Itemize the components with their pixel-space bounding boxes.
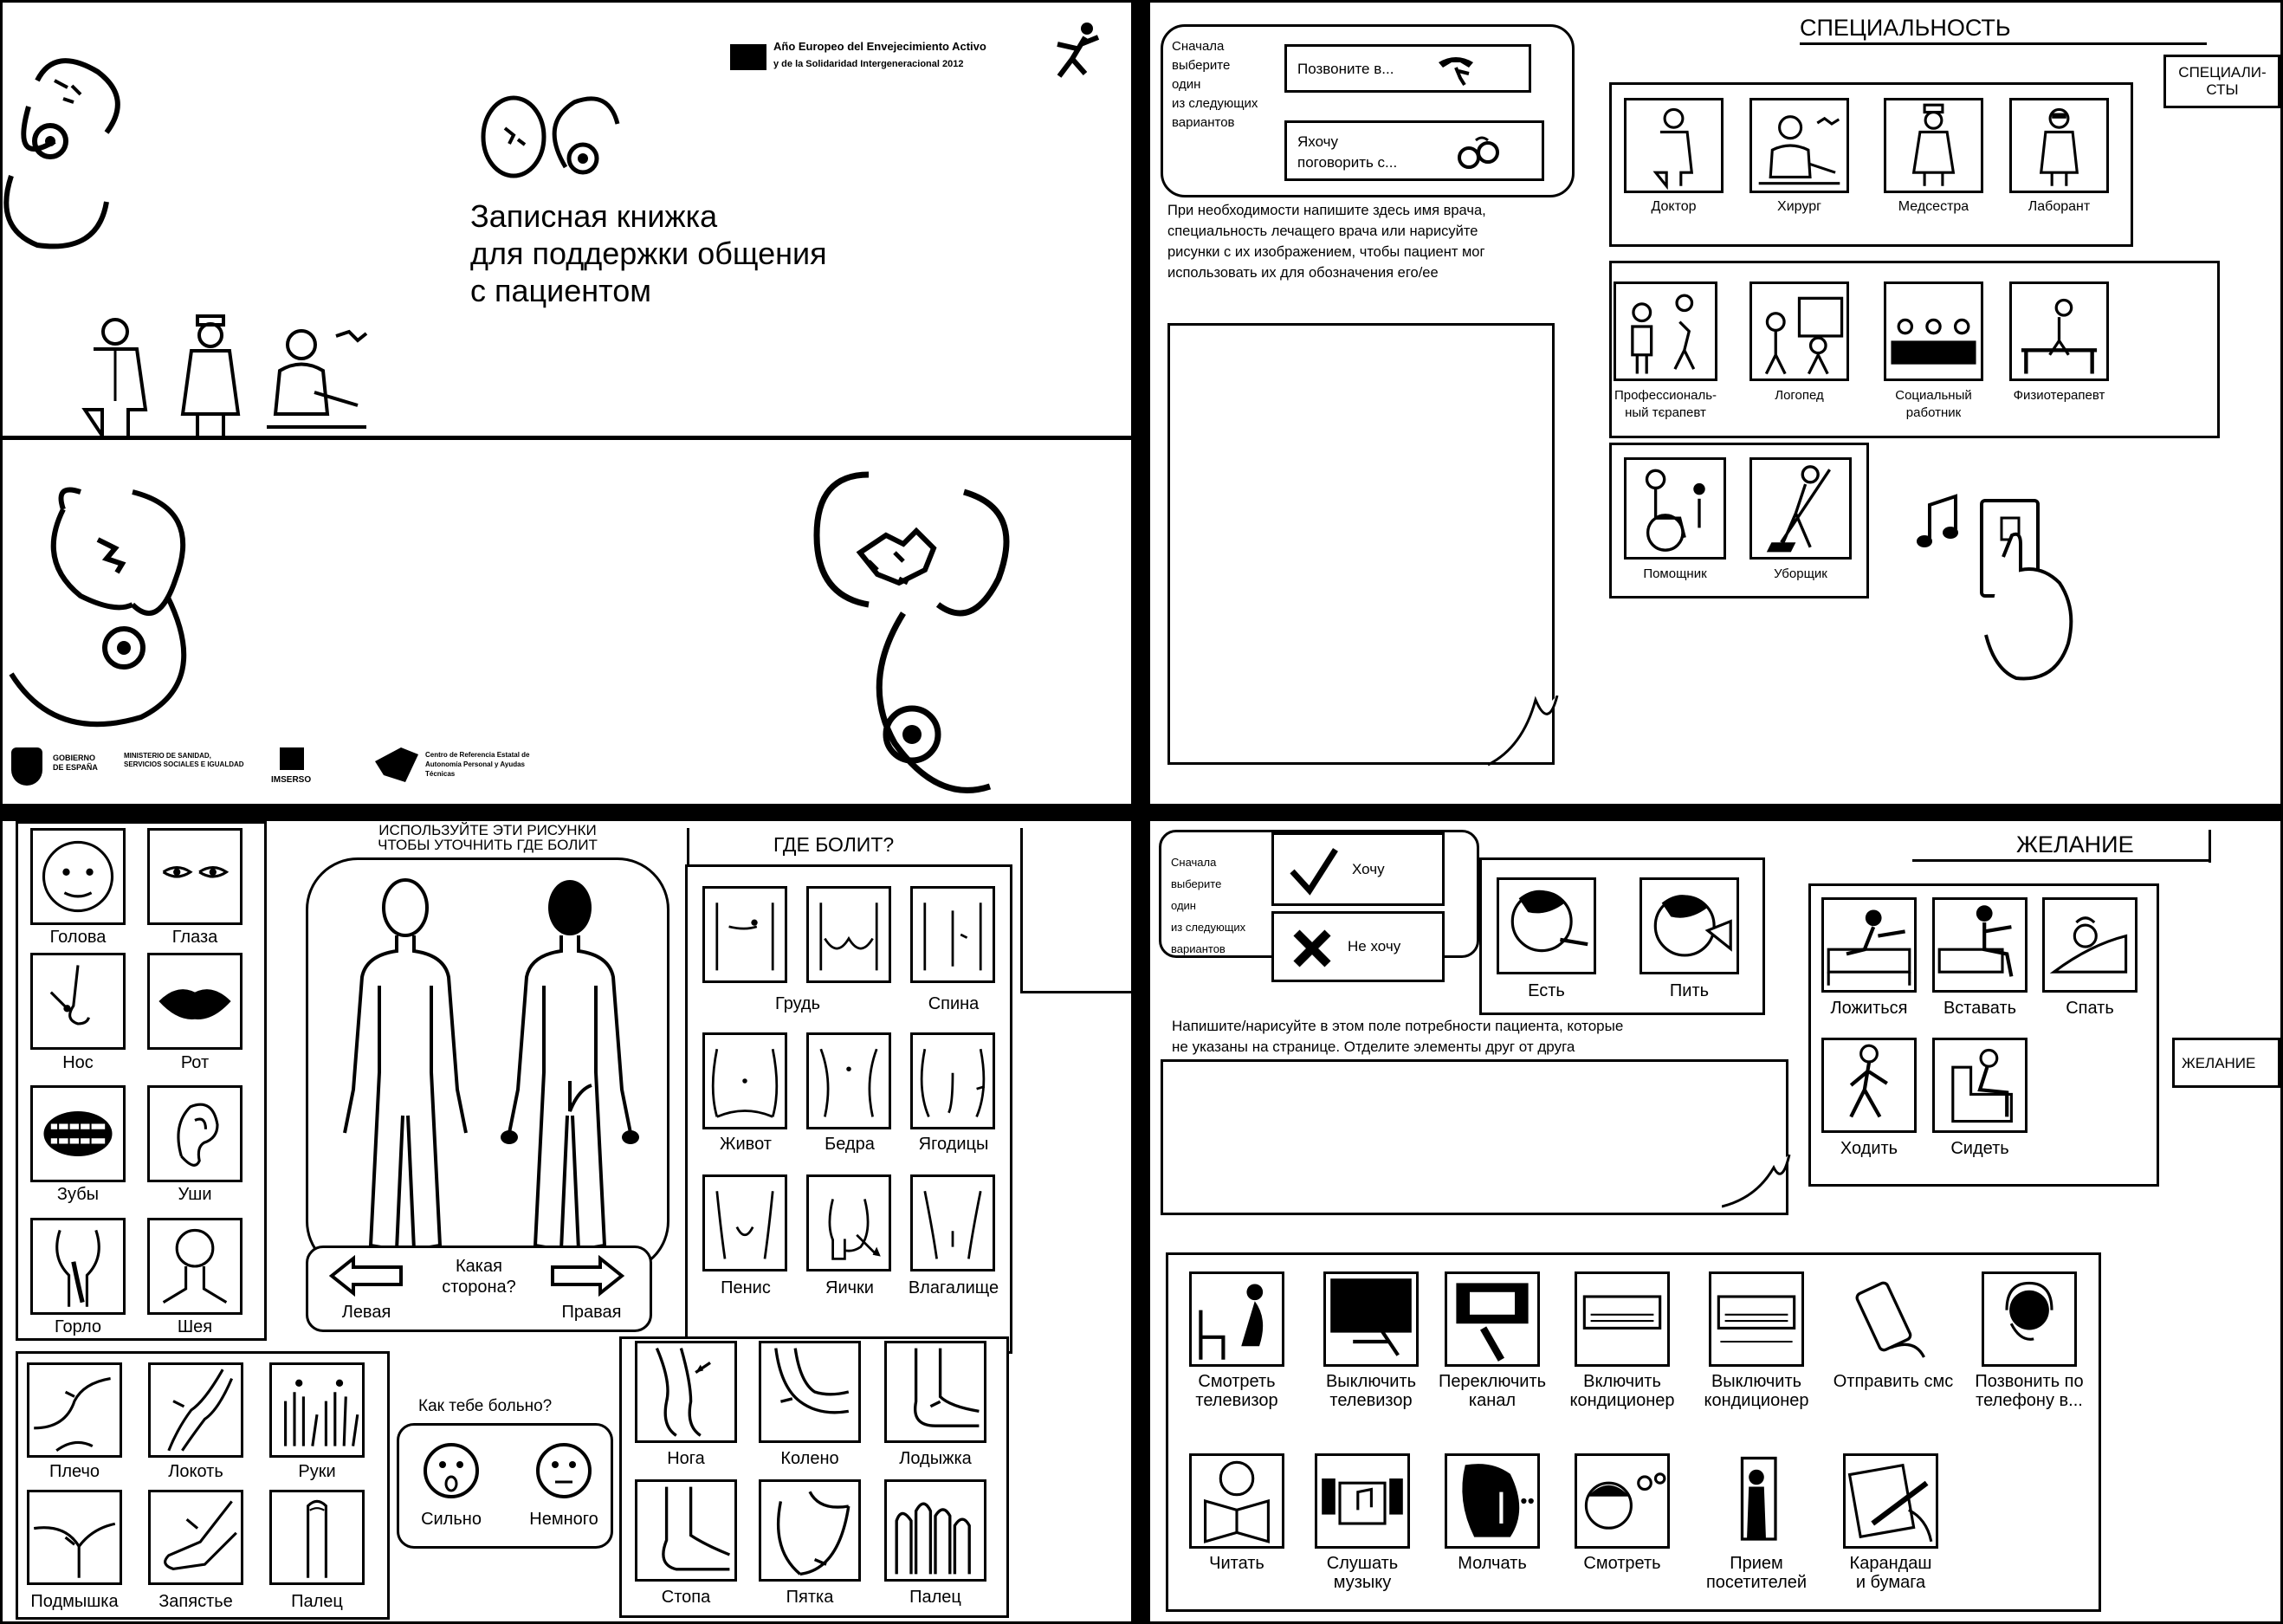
headphones-music-icon (1317, 1456, 1407, 1546)
physiotherapist-icon (2012, 284, 2106, 379)
pencil-paper-icon (1846, 1456, 1936, 1546)
mouth-icon (150, 955, 240, 1047)
pain-little-button[interactable] (512, 1440, 616, 1540)
visitors-tile[interactable] (1709, 1453, 1804, 1549)
arrow-right-icon (548, 1254, 626, 1297)
choose-line: один (1172, 77, 1201, 92)
tile-label: Яички (825, 1278, 874, 1297)
label-line: Выключить (1711, 1372, 1802, 1391)
label-line: Включить (1583, 1372, 1661, 1391)
sleep-icon (2045, 900, 2135, 990)
pain-question: Как тебе больно? (418, 1397, 553, 1415)
tile-label: Живот (720, 1135, 772, 1154)
surgeon-tile[interactable] (1749, 98, 1849, 193)
choose-text (1171, 851, 1245, 960)
want-label: Хочу (1352, 861, 1385, 877)
vagina-tile[interactable] (910, 1174, 995, 1271)
change-channel-tile[interactable] (1445, 1271, 1540, 1367)
speech-therapist-icon (1752, 284, 1846, 379)
call-option-label: Позвоните в... (1297, 61, 1394, 77)
lab-technician-icon (2012, 100, 2106, 191)
buttocks-icon (913, 1035, 993, 1127)
cleaner-icon (1752, 460, 1849, 557)
teeth-icon (33, 1088, 123, 1180)
tile-label: Читать (1209, 1554, 1264, 1573)
assistant-tile[interactable] (1624, 457, 1726, 560)
call-bell-hand-icon (1912, 488, 2155, 696)
tile-label: Бедра (825, 1135, 875, 1154)
title-line1: Записная книжка (470, 198, 718, 234)
tile-label: Логопед (1775, 388, 1824, 403)
leg-icon (637, 1343, 734, 1440)
tile-label: Хирург (1777, 199, 1821, 214)
not-want-label: Не хочу (1348, 938, 1401, 954)
foot-tile[interactable] (635, 1479, 737, 1582)
body-heading (332, 823, 644, 852)
armpit-icon (29, 1492, 120, 1582)
label-line: музыку (1333, 1573, 1392, 1592)
wrist-tile[interactable] (148, 1490, 243, 1585)
label-line: кондиционер (1569, 1391, 1675, 1410)
logo-imserso: IMSERSO (271, 775, 312, 785)
not-want-button[interactable] (1271, 911, 1445, 982)
choose-text (1172, 37, 1289, 133)
instruction-line: рисунки с их изображением, чтобы пациент мог (1167, 244, 1485, 260)
talk-line1: Яхочу (1297, 133, 1339, 150)
read-tile[interactable] (1189, 1453, 1284, 1549)
silence-icon (1447, 1456, 1537, 1546)
buttocks-tile[interactable] (910, 1032, 995, 1129)
heading-rule-vertical (2209, 830, 2211, 863)
choose-line: выберите (1172, 58, 1231, 73)
label-line: телефону в... (1976, 1391, 2083, 1410)
label-line: Смотреть (1198, 1372, 1276, 1391)
instruction-line2: не указаны на странице. Отделите элементы друг от друга (1172, 1038, 1575, 1055)
where-it-hurts-page (3, 821, 1131, 1621)
head-icon (33, 831, 123, 922)
label-line: кондиционер (1704, 1391, 1809, 1410)
get-up-icon (1935, 900, 2025, 990)
left-side-label: Левая (341, 1303, 391, 1322)
stethoscope-icon (3, 29, 176, 254)
throat-icon (33, 1220, 123, 1312)
tile-label (1871, 387, 1996, 422)
therapist-icon (1616, 284, 1715, 379)
tile-label: Горло (54, 1317, 102, 1336)
tile-label: Уши (178, 1185, 212, 1204)
foot-icon (637, 1482, 734, 1579)
shoulder-tile[interactable] (27, 1362, 122, 1458)
hips-tile[interactable] (806, 1032, 891, 1129)
music-tile[interactable] (1315, 1453, 1410, 1549)
tile-label: Есть (1528, 981, 1565, 1000)
turn-off-tv-tile[interactable] (1323, 1271, 1419, 1367)
drink-tile[interactable] (1639, 877, 1739, 974)
talk-line2: поговорить с... (1297, 154, 1398, 171)
tile-label: Нога (667, 1449, 705, 1468)
ac-on-icon (1577, 1274, 1667, 1364)
tile-label: Сидеть (1950, 1139, 2009, 1158)
pain-strong-button[interactable] (399, 1440, 503, 1540)
instruction-line: При необходимости напишите здесь имя врача, (1167, 203, 1486, 218)
choose-line: выберите (1171, 877, 1222, 890)
choose-line: один (1171, 899, 1196, 912)
running-figure-icon (1051, 20, 1103, 81)
coat-of-arms-icon (11, 747, 42, 786)
imserso-icon (280, 747, 304, 770)
wishes-page (1150, 821, 2280, 1621)
instruction-line: специальность лечащего врача или нарисуйте (1167, 223, 1478, 239)
tab-line1: СПЕЦИАЛИ- (2178, 64, 2267, 81)
choose-line: из следующих (1172, 96, 1258, 111)
testicles-icon (809, 1177, 889, 1269)
heading-line2: ЧТОБЫ УТОЧНИТЬ ГДЕ БОЛИТ (378, 837, 598, 853)
finger-icon (272, 1492, 362, 1582)
nose-tile[interactable] (30, 953, 126, 1050)
body-back-icon (496, 873, 644, 1263)
sit-tile[interactable] (1932, 1038, 2028, 1133)
tile-label: Локоть (168, 1462, 223, 1481)
eat-tile[interactable] (1497, 877, 1596, 974)
throat-tile[interactable] (30, 1218, 126, 1315)
arrow-left-icon (327, 1254, 405, 1297)
surgeon-figure-icon (262, 319, 375, 436)
tile-label (1427, 1372, 1557, 1410)
tile-label: Медсестра (1898, 199, 1969, 214)
nose-icon (33, 955, 123, 1047)
ear-icon (150, 1088, 240, 1180)
logos-row (11, 743, 583, 795)
toe-tile[interactable] (884, 1479, 986, 1582)
want-button[interactable] (1271, 832, 1445, 906)
doctor-tile[interactable] (1624, 98, 1724, 193)
tile-label (1691, 1554, 1821, 1592)
logo-ceapat: Centro de Referencia Estatal de Autonomía Personal y Ayudas Técnicas (425, 751, 530, 778)
checkmark-icon (1288, 845, 1340, 897)
tile-label: Нос (62, 1053, 94, 1072)
tile-label: Вставать (1943, 999, 2017, 1018)
finger-tile[interactable] (269, 1490, 365, 1585)
wrist-icon (151, 1492, 241, 1582)
write-instruction (1167, 200, 1583, 283)
right-side-button[interactable] (540, 1254, 635, 1329)
tile-label: Запястье (158, 1592, 233, 1611)
label-line: телевизор (1329, 1391, 1413, 1410)
heading-rule (1800, 42, 2207, 45)
write-area[interactable] (1161, 1059, 1788, 1215)
sit-icon (1935, 1040, 2025, 1130)
ceapat-icon (375, 747, 418, 782)
body-front-icon (332, 873, 479, 1263)
speech-therapist-tile[interactable] (1749, 281, 1849, 381)
cover-page (3, 3, 1131, 436)
send-sms-tile[interactable] (1843, 1271, 1938, 1367)
label-line: работник (1905, 405, 1962, 420)
mobile-phone-icon (1843, 1271, 1938, 1367)
tile-label (1306, 1372, 1436, 1410)
label-line: Прием (1730, 1554, 1783, 1573)
eu-flag (730, 44, 766, 70)
eyes-tile[interactable] (147, 828, 243, 925)
lie-down-icon (1824, 900, 1914, 990)
tile-label: Доктор (1651, 199, 1697, 214)
sleep-tile[interactable] (2042, 897, 2137, 993)
ankle-tile[interactable] (884, 1341, 986, 1443)
ankle-icon (887, 1343, 984, 1440)
tile-label: Палец (909, 1588, 961, 1607)
leg-tile[interactable] (635, 1341, 737, 1443)
tab-label (2171, 64, 2273, 99)
silence-tile[interactable] (1445, 1453, 1540, 1549)
watch-tv-icon (1192, 1274, 1282, 1364)
armpit-tile[interactable] (27, 1490, 122, 1585)
choose-line: Сначала (1172, 39, 1225, 54)
phone-icon (1434, 52, 1478, 87)
abdomen-icon (705, 1035, 785, 1127)
tile-label (1691, 1372, 1821, 1410)
banner-line2: y de la Solidaridad Intergeneracional 2012 (773, 59, 964, 69)
phone-call-tile[interactable] (1982, 1271, 2077, 1367)
social-worker-icon (1886, 284, 1981, 379)
toes-icon (887, 1482, 984, 1579)
back-tile[interactable] (910, 886, 995, 983)
drink-icon (1642, 880, 1737, 972)
instruction-line1: Напишите/нарисуйте в этом поле потребности пациента, которые (1172, 1018, 1624, 1034)
label-line: Слушать (1326, 1554, 1399, 1573)
occupational-therapist-tile[interactable] (1614, 281, 1717, 381)
tile-label (1297, 1554, 1427, 1592)
stethoscope-right-icon (765, 457, 1025, 804)
breast-icon (809, 889, 889, 980)
neck-tile[interactable] (147, 1218, 243, 1315)
breast-tile[interactable] (806, 886, 891, 983)
pencil-paper-tile[interactable] (1843, 1453, 1938, 1549)
headset-call-icon (1984, 1274, 2074, 1364)
eyes-icon (150, 831, 240, 922)
tile-label: Спина (928, 994, 980, 1013)
tile-label: Подмышка (30, 1592, 119, 1611)
mouth-tile[interactable] (147, 953, 243, 1050)
logo-ministerio: MINISTERIO DE SANIDAD, SERVICIOS SOCIALES E IGUALDAD (124, 752, 244, 768)
right-tab-base (1020, 991, 1131, 993)
walk-tile[interactable] (1821, 1038, 1917, 1133)
nurse-figure-icon (176, 314, 245, 436)
page-curl-icon (1488, 696, 1566, 773)
tab-wish[interactable] (2172, 1038, 2280, 1088)
where-heading: ГДЕ БОЛИТ? (773, 833, 895, 856)
tile-label: Помощник (1643, 566, 1707, 581)
back-icon (913, 889, 993, 980)
tile-label: Стопа (661, 1588, 711, 1607)
wish-heading: ЖЕЛАНИЕ (2016, 831, 2134, 857)
look-tile[interactable] (1575, 1453, 1670, 1549)
label-line: Карандаш (1849, 1554, 1932, 1573)
ac-off-icon (1711, 1274, 1801, 1364)
walk-icon (1824, 1040, 1914, 1130)
title-line2: для поддержки общения (470, 236, 827, 271)
tile-label: Пить (1669, 981, 1710, 1000)
neutral-face-icon (534, 1440, 594, 1501)
teeth-tile[interactable] (30, 1085, 126, 1182)
label-line: ный тєрапевт (1625, 405, 1706, 420)
choose-line: вариантов (1172, 115, 1235, 130)
heel-tile[interactable] (759, 1479, 861, 1582)
right-side-label: Правая (561, 1303, 622, 1322)
tile-label: Зубы (56, 1185, 100, 1204)
eat-icon (1499, 880, 1594, 972)
label-line: и бумага (1855, 1573, 1926, 1592)
tile-label: Ягодицы (918, 1135, 989, 1154)
watch-tv-tile[interactable] (1189, 1271, 1284, 1367)
heading-line1: ИСПОЛЬЗУЙТЕ ЭТИ РИСУНКИ (378, 822, 597, 838)
ac-off-tile[interactable] (1709, 1271, 1804, 1367)
tv-off-icon (1326, 1274, 1416, 1364)
specialty-page (1150, 3, 2280, 804)
label-line: Позвонить по (1975, 1372, 2084, 1391)
tile-label: Глаза (171, 928, 218, 947)
tile-label: Смотреть (1583, 1554, 1661, 1573)
tile-label: Пятка (786, 1588, 834, 1607)
neck-icon (150, 1220, 240, 1312)
tile-label: Лаборант (2028, 199, 2091, 214)
read-icon (1192, 1456, 1282, 1546)
label-line: Профессиональ- (1614, 388, 1717, 403)
tile-label: Ходить (1840, 1139, 1898, 1158)
cross-icon (1291, 928, 1333, 969)
sad-face-icon (421, 1440, 482, 1501)
lab-tile[interactable] (2009, 98, 2109, 193)
tile-label: Шея (177, 1317, 213, 1336)
chest-icon (705, 889, 785, 980)
lie-down-tile[interactable] (1821, 897, 1917, 993)
hands-tile[interactable] (269, 1362, 365, 1458)
stethoscope-center-icon (462, 89, 635, 184)
tile-label: Палец (291, 1592, 343, 1611)
talk-faces-icon (1452, 133, 1504, 171)
right-tab-line (1020, 828, 1023, 993)
physiotherapist-tile[interactable] (2009, 281, 2109, 381)
label-line: Выключить (1325, 1372, 1417, 1391)
tile-label: Голова (49, 928, 107, 947)
stethoscope-left-icon (3, 457, 202, 734)
tile-label: Спать (2066, 999, 2114, 1018)
pain-strong-label: Сильно (421, 1510, 482, 1529)
nurse-tile[interactable] (1884, 98, 1983, 193)
tile-label (1960, 1372, 2099, 1410)
instruction-line: использовать их для обозначения его/ее (1167, 265, 1439, 281)
heading-rule (1912, 859, 2211, 862)
testicles-tile[interactable] (806, 1174, 891, 1271)
tile-label: Молчать (1458, 1554, 1527, 1573)
label-line: посетителей (1705, 1573, 1808, 1592)
tile-label (1826, 1554, 1956, 1592)
tab-label: ЖЕЛАНИЕ (2182, 1055, 2256, 1071)
tile-label: Влагалище (908, 1278, 999, 1297)
choose-line: из следующих (1171, 921, 1246, 934)
surgeon-icon (1752, 100, 1846, 191)
tile-label: Плечо (49, 1462, 100, 1481)
cover-title (470, 197, 827, 309)
knee-icon (761, 1343, 858, 1440)
tile-label: Отправить смс (1833, 1372, 1954, 1391)
tile-label: Рот (180, 1053, 210, 1072)
specialty-heading: СПЕЦИАЛЬНОСТЬ (1800, 15, 2011, 41)
cleaner-tile[interactable] (1749, 457, 1852, 560)
nurse-icon (1886, 100, 1981, 191)
head-tile[interactable] (30, 828, 126, 925)
cover-back-page (3, 440, 1131, 804)
doctor-icon (1627, 100, 1721, 191)
abdomen-tile[interactable] (702, 1032, 787, 1129)
label-line: канал (1468, 1391, 1517, 1410)
elbow-icon (151, 1365, 241, 1455)
tile-label: Грудь (774, 994, 821, 1013)
ac-on-tile[interactable] (1575, 1271, 1670, 1367)
knee-tile[interactable] (759, 1341, 861, 1443)
get-up-tile[interactable] (1932, 897, 2028, 993)
tile-label: Лодыжка (899, 1449, 972, 1468)
tile-label: Колено (780, 1449, 839, 1468)
page-curl-icon (1722, 1150, 1791, 1211)
visitors-icon (1709, 1453, 1804, 1549)
doctor-figure-icon (76, 314, 154, 436)
label-line: телевизор (1195, 1391, 1278, 1410)
pain-little-label: Немного (529, 1510, 598, 1529)
call-option-button[interactable] (1284, 44, 1531, 93)
left-side-button[interactable] (323, 1254, 418, 1329)
vagina-icon (913, 1177, 993, 1269)
title-line3: с пациентом (470, 273, 652, 308)
tile-label: Уборщик (1774, 566, 1827, 581)
question-line1: Какая (456, 1257, 502, 1276)
remote-icon (1447, 1274, 1537, 1364)
label-line: Переключить (1438, 1372, 1547, 1391)
tile-label: Пенис (721, 1278, 771, 1297)
tile-label: Ложиться (1830, 999, 1908, 1018)
tile-label: Физиотерапевт (2013, 388, 2105, 403)
tile-label (1557, 1372, 1687, 1410)
shoulder-icon (29, 1365, 120, 1455)
talk-option-label (1297, 132, 1397, 173)
tab-line2: СТЫ (2206, 81, 2239, 98)
label-line: Социальный (1895, 388, 1972, 403)
look-icon (1577, 1456, 1667, 1546)
wish-instruction (1172, 1016, 1623, 1058)
tile-label (1601, 387, 1730, 422)
talk-option-button[interactable] (1284, 120, 1544, 181)
hands-icon (272, 1365, 362, 1455)
wheelchair-icon (1627, 460, 1724, 557)
penis-icon (705, 1177, 785, 1269)
tab-specialists[interactable] (2163, 55, 2280, 108)
tile-label: Руки (298, 1462, 336, 1481)
tile-label (1172, 1372, 1302, 1410)
ears-tile[interactable] (147, 1085, 243, 1182)
question-line2: сторона? (442, 1278, 516, 1297)
choose-line: вариантов (1171, 942, 1226, 955)
choose-line: Сначала (1171, 856, 1217, 869)
penis-tile[interactable] (702, 1174, 787, 1271)
social-worker-tile[interactable] (1884, 281, 1983, 381)
chest-tile[interactable] (702, 886, 787, 983)
banner-line1: Año Europeo del Envejecimiento Activo (773, 40, 986, 53)
logo-gobierno: GOBIERNO DE ESPAÑA (53, 754, 98, 772)
elbow-tile[interactable] (148, 1362, 243, 1458)
hips-icon (809, 1035, 889, 1127)
side-question (418, 1256, 540, 1297)
heel-icon (761, 1482, 858, 1579)
